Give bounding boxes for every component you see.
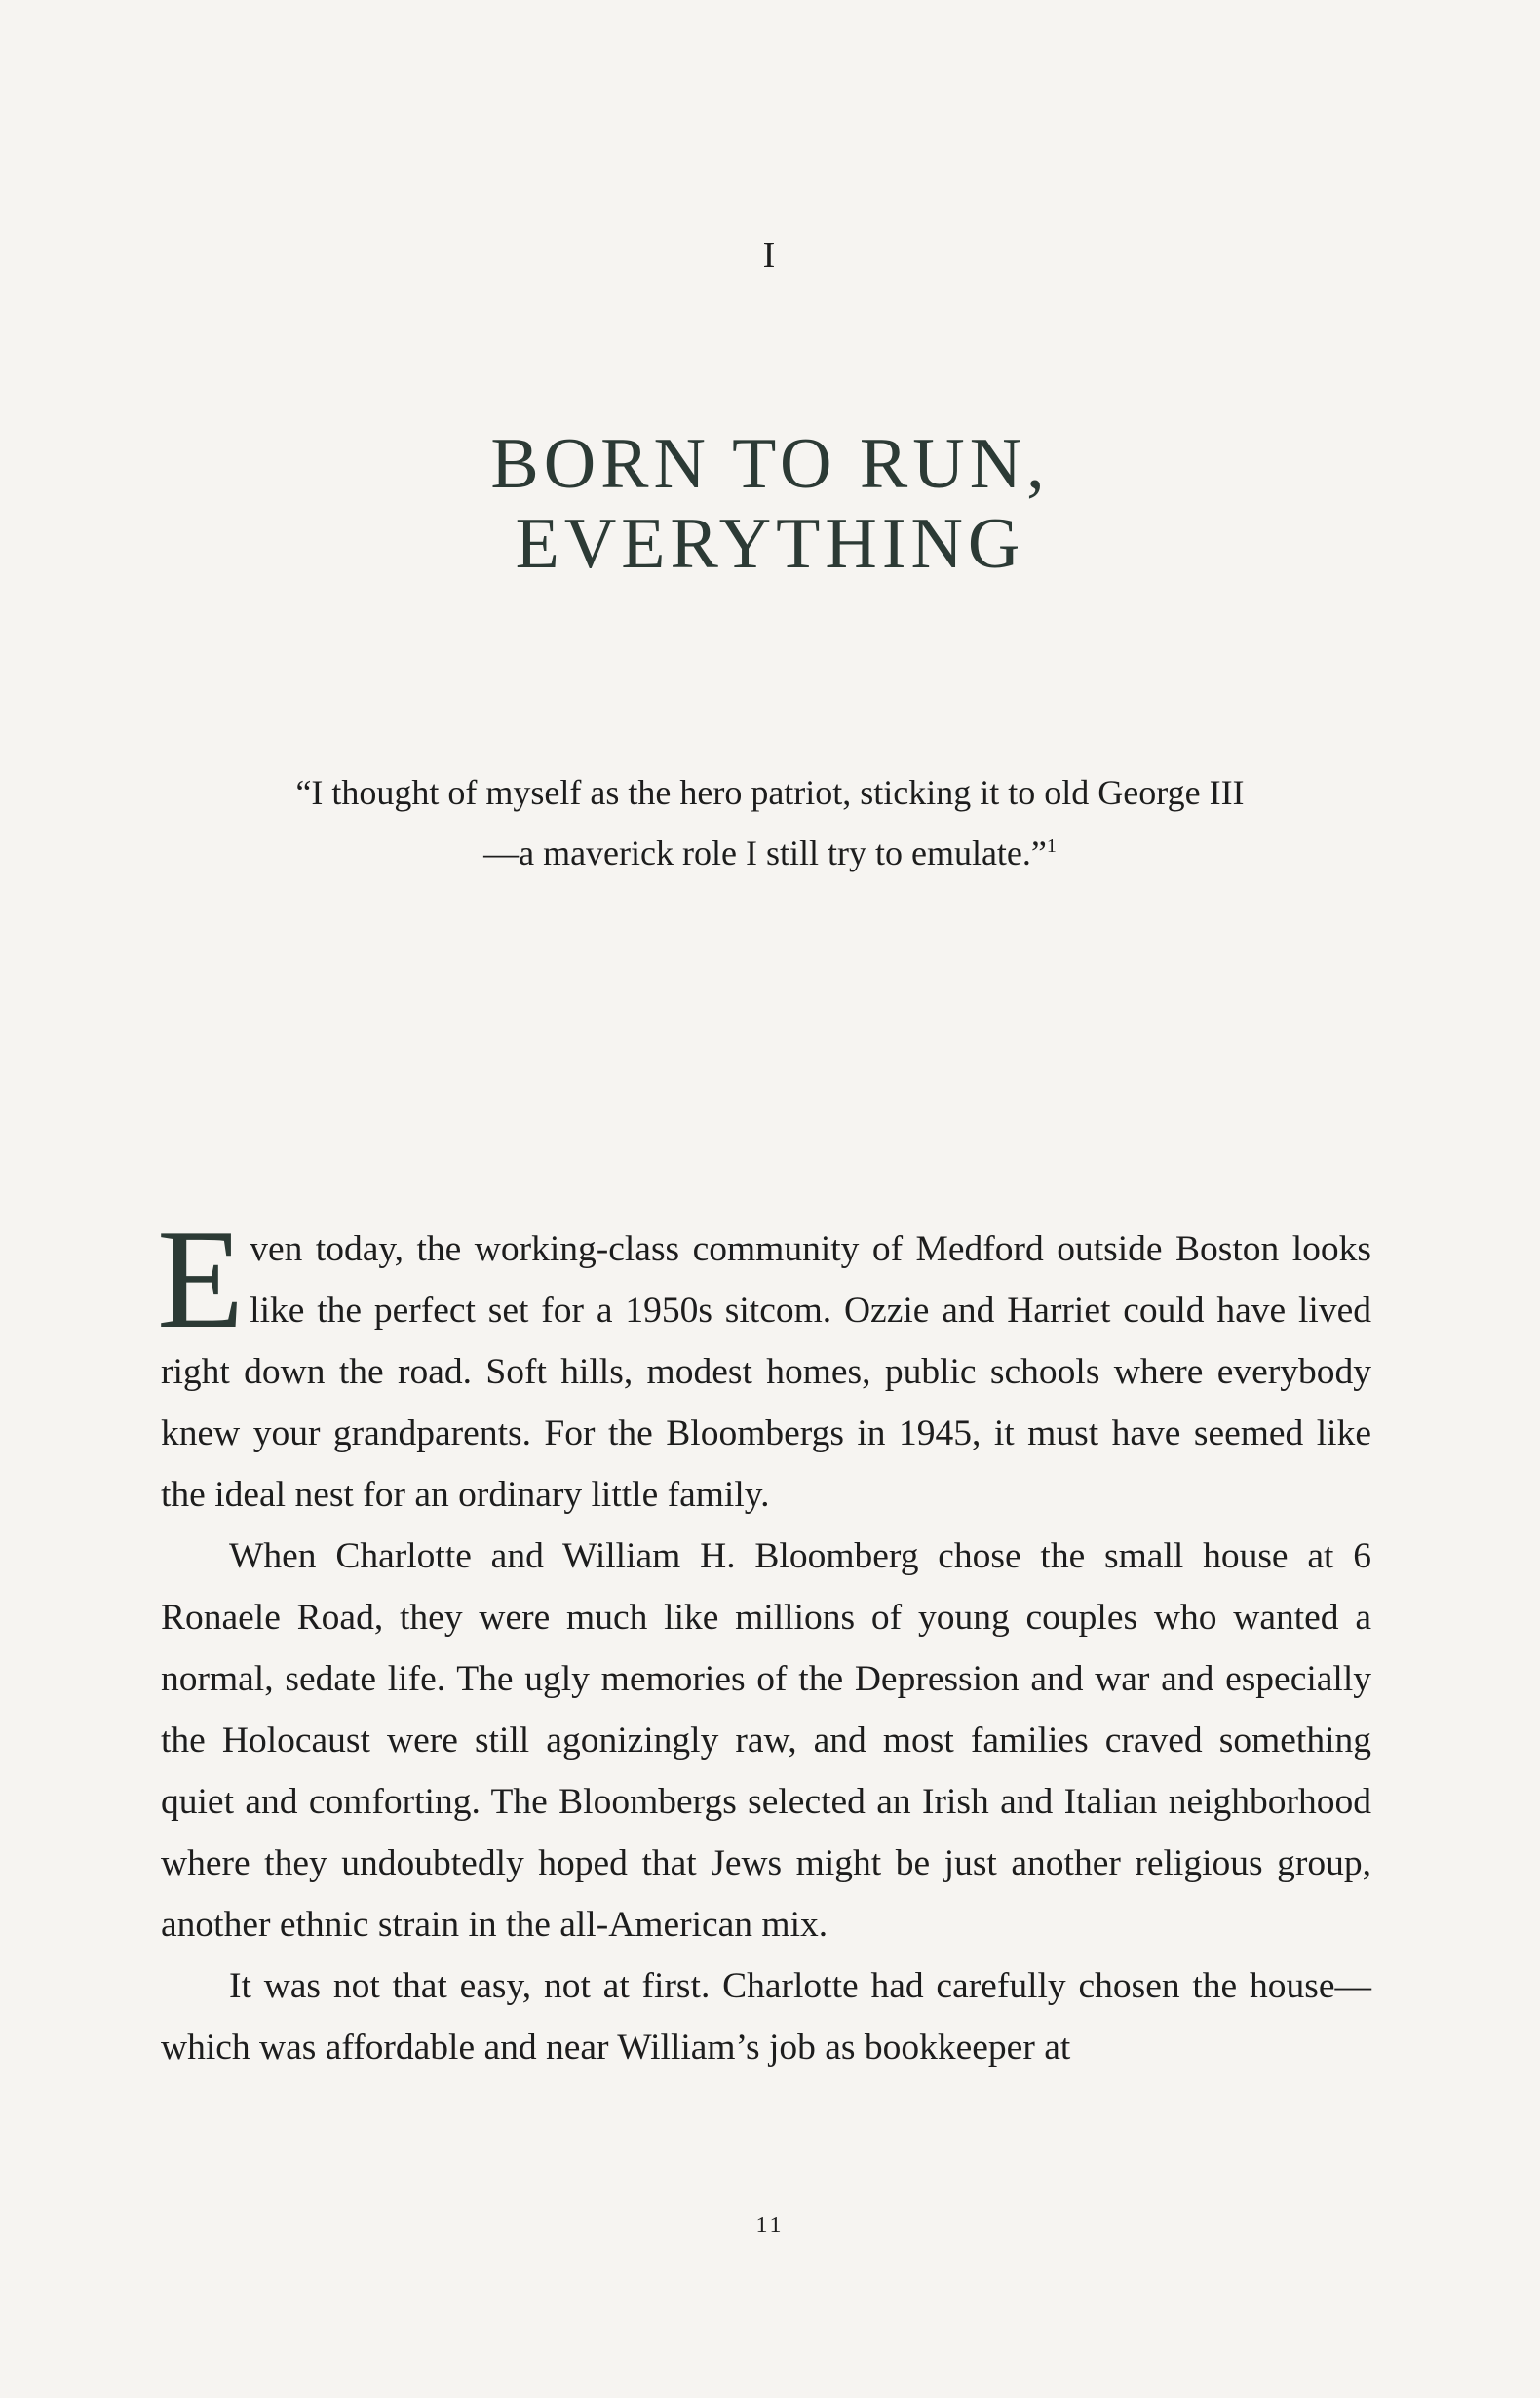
chapter-title xyxy=(0,424,1540,584)
epigraph-quote: “I thought of myself as the hero patriot, sticking it to old George III—a maverick role I still try to emulate.” xyxy=(295,773,1245,872)
paragraph-3: It was not that easy, not at first. Charlotte had carefully chosen the house—which was affordable and near William’s job as bookkeeper at xyxy=(161,1966,1371,2068)
chapter-title-line-1: BORN TO RUN, xyxy=(490,424,1050,504)
footnote-marker: 1 xyxy=(1046,835,1057,857)
body-text xyxy=(157,1200,1371,2078)
epigraph xyxy=(292,762,1248,883)
chapter-number: I xyxy=(762,235,778,276)
page-number: 11 xyxy=(755,2213,785,2238)
paragraph-2: When Charlotte and William H. Bloomberg chose the small house at 6 Ronaele Road, they were much like millions of young couples who wanted a normal, sedate life. The ugly memories of the Depression and war and especially the Holocaust were still agonizingly raw, and most families craved something quiet and comforting. The Bloombergs selected an Irish and Italian neighborhood where they undoubtedly hoped that Jews might be just another religious group, another ethnic strain in the all-American mix. xyxy=(161,1536,1371,1945)
chapter-title-line-2: EVERYTHING xyxy=(515,504,1025,584)
paragraph-1 xyxy=(157,1200,1371,1526)
paragraph-1-text: ven today, the working-class community of Medford outside Boston looks like the perfect set for a 1950s sitcom. Ozzie and Harriet could have lived right down the road. Soft hills, modest homes, public schools where everybody knew your grandparents. For the Bloombergs in 1945, it must have seemed like the ideal nest for an ordinary little family. xyxy=(161,1229,1371,1515)
drop-cap: E xyxy=(157,1200,245,1358)
